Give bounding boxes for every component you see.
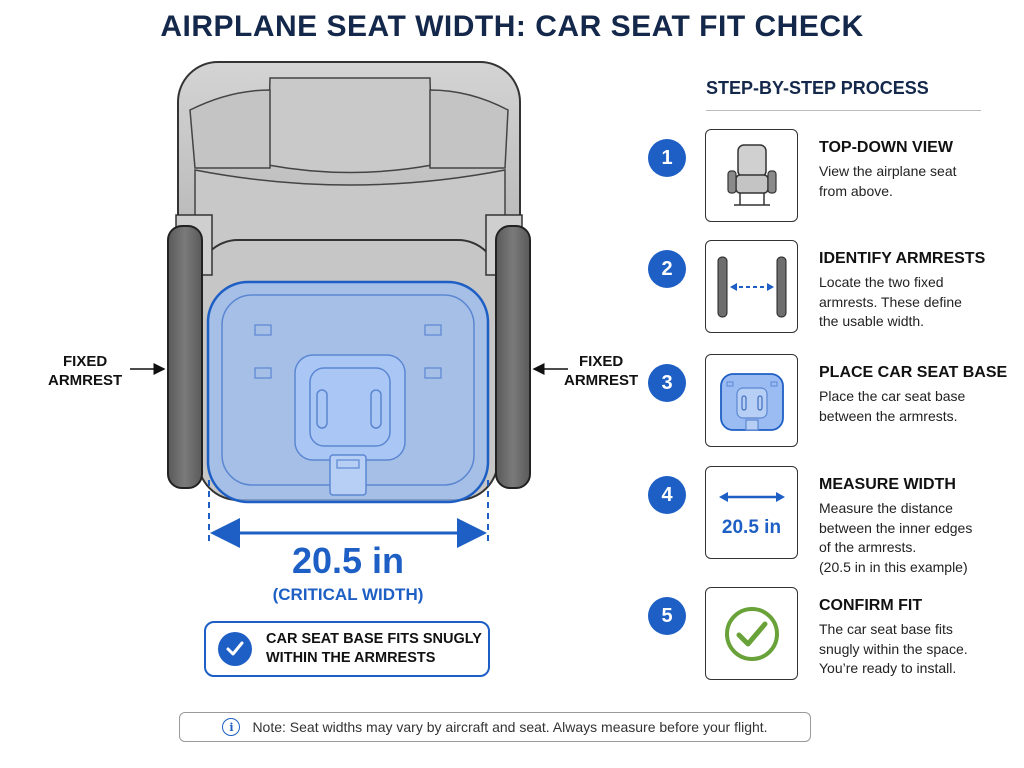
right-armrest-label: FIXED ARMREST xyxy=(564,353,639,389)
left-armrest-label: FIXED ARMREST xyxy=(48,353,123,389)
car-seat-base-icon xyxy=(705,354,798,447)
step-description: View the airplane seat from above. xyxy=(819,163,957,199)
right-armrest xyxy=(496,226,530,488)
info-icon: i xyxy=(222,718,240,736)
step-1 xyxy=(648,129,1008,225)
step-title: IDENTIFY ARMRESTS xyxy=(819,250,986,267)
width-caption: (CRITICAL WIDTH) xyxy=(272,585,424,604)
armrests-icon xyxy=(705,240,798,333)
steps-heading: STEP-BY-STEP PROCESS xyxy=(706,78,929,98)
note-box xyxy=(179,712,811,742)
step-number: 4 xyxy=(648,476,686,514)
step-description: Locate the two fixed armrests. These define the usable width. xyxy=(819,274,962,329)
page-title: AIRPLANE SEAT WIDTH: CAR SEAT FIT CHECK xyxy=(160,10,864,43)
left-armrest xyxy=(168,226,202,488)
step-number: 1 xyxy=(648,139,686,177)
measure-icon xyxy=(705,466,798,559)
step-title: MEASURE WIDTH xyxy=(819,476,956,493)
measure-value: 20.5 in xyxy=(721,516,782,538)
step-number: 5 xyxy=(648,597,686,635)
step-title: PLACE CAR SEAT BASE xyxy=(819,364,1008,381)
step-description: Measure the distance between the inner edges of the armrests. (20.5 in in this example) xyxy=(819,500,973,575)
step-2 xyxy=(648,240,1008,336)
note-text: Note: Seat widths may vary by aircraft and seat. Always measure before your flight. xyxy=(252,719,768,735)
width-value: 20.5 in xyxy=(291,540,405,581)
step-number: 2 xyxy=(648,250,686,288)
double-arrow-icon xyxy=(717,487,787,507)
divider xyxy=(706,110,981,111)
checkmark-icon xyxy=(218,632,252,666)
step-number: 3 xyxy=(648,364,686,402)
car-seat-base xyxy=(208,282,488,502)
step-description: Place the car seat base between the armrests. xyxy=(819,388,966,424)
step-description: The car seat base fits snugly within the space. You’re ready to install. xyxy=(819,621,968,676)
seat-icon xyxy=(705,129,798,222)
step-title: TOP-DOWN VIEW xyxy=(819,139,953,156)
step-3 xyxy=(648,354,1008,450)
step-5 xyxy=(648,587,1008,683)
step-4 xyxy=(648,466,1008,575)
green-check-icon xyxy=(705,587,798,680)
fit-message: CAR SEAT BASE FITS SNUGLY WITHIN THE ARMRESTS xyxy=(266,631,482,666)
fit-confirmation xyxy=(204,621,490,677)
seat-backrest xyxy=(178,62,520,262)
step-title: CONFIRM FIT xyxy=(819,597,923,614)
